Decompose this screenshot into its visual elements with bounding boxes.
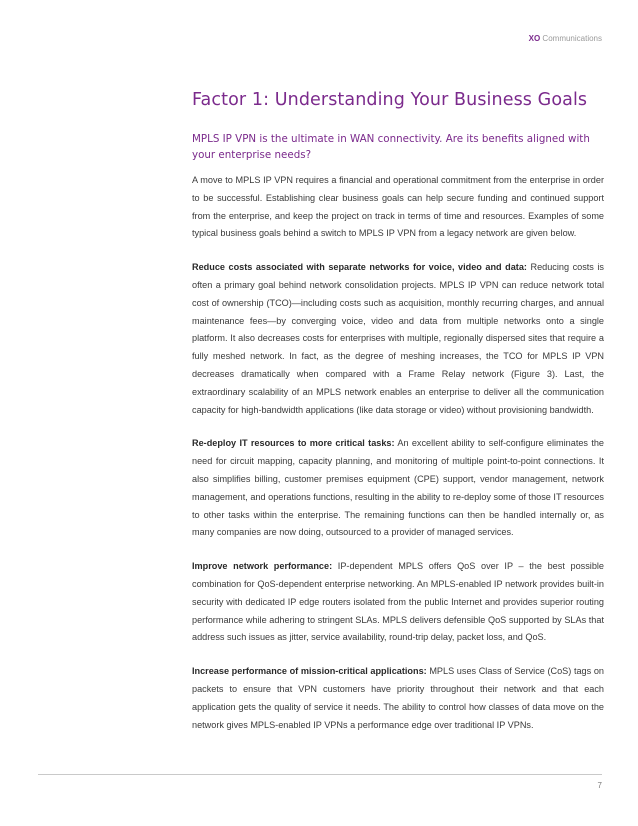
page-number: 7 [597, 781, 602, 790]
paragraph-text: Reducing costs is often a primary goal behind network consolidation projects. MPLS IP VPN can reduce network total cost of ownership (TCO)—including costs such as acquisition, monthly recurring charges, and annual maintenance fees—by converging voice, video and data from multiple networks onto a single platform. It also decreases costs for enterprises with multiple, regionally dispersed sites that require a fully meshed network. In fact, as the degree of meshing increases, the TCO for MPLS IP VPN decreases dramatically when compared with a Frame Relay network (Figure 3). Last, the extraordinary scalability of an MPLS network enables an enterprise to deliver all the communication capacity for high-bandwidth applications (like data storage or video) without provisioning bandwidth. [192, 262, 604, 415]
paragraph-text: MPLS uses Class of Service (CoS) tags on packets to ensure that VPN customers have priority throughout their network and that each application gets the quality of service it needs. The ability to control how classes of data move on the network gives MPLS-enabled IP VPNs a performance edge over traditional IP VPNs. [192, 666, 604, 730]
section-subtitle: MPLS IP VPN is the ultimate in WAN connectivity. Are its benefits aligned with your enterprise needs? [192, 133, 590, 161]
paragraph-lead: Re-deploy IT resources to more critical tasks: [192, 438, 395, 449]
page-title: Factor 1: Understanding Your Business Goals [192, 90, 588, 110]
body-content [192, 172, 604, 750]
reduce-costs-paragraph [192, 259, 604, 419]
paragraph-lead: Improve network performance: [192, 561, 333, 572]
improve-performance-paragraph [192, 558, 604, 647]
paragraph-lead: Increase performance of mission-critical applications: [192, 666, 427, 677]
mission-critical-paragraph [192, 663, 604, 734]
paragraph-lead: Reduce costs associated with separate networks for voice, video and data: [192, 262, 527, 273]
redeploy-it-paragraph [192, 435, 604, 542]
intro-paragraph [192, 172, 604, 243]
page-header [529, 34, 602, 43]
company-name: Communications [542, 34, 602, 43]
footer-divider [38, 774, 602, 775]
paragraph-text: IP-dependent MPLS offers QoS over IP – the best possible combination for QoS-dependent enterprise networking. An MPLS-enabled IP network provides built-in security with dedicated IP edge routers isolated from the public Internet and provides superior routing performance while adhering to stringent SLAs. MPLS delivers defensible QoS supported by SLAs that address such issues as jitter, service availability, round-trip delay, packet loss, and QoS. [192, 561, 604, 643]
brand-logo-text: XO [528, 34, 541, 43]
paragraph-text: A move to MPLS IP VPN requires a financial and operational commitment from the enterprise in order to be successful. Establishing clear business goals can help secure funding and continued support from the enterprise, and keep the project on track in terms of time and resources. Examples of some typical business goals behind a switch to MPLS IP VPN from a legacy network are given below. [192, 175, 604, 239]
paragraph-text: An excellent ability to self-configure eliminates the need for circuit mapping, capacity planning, and monitoring of multiple point-to-point connections. It also simplifies billing, customer premises equipment (CPE) support, vendor management, network management, and operations functions, resulting in the ability to re-deploy some of those IT resources to other tasks within the enterprise. The remaining functions can then be handled internally or, as many companies are now doing, outsourced to a provider of managed services. [192, 438, 604, 538]
